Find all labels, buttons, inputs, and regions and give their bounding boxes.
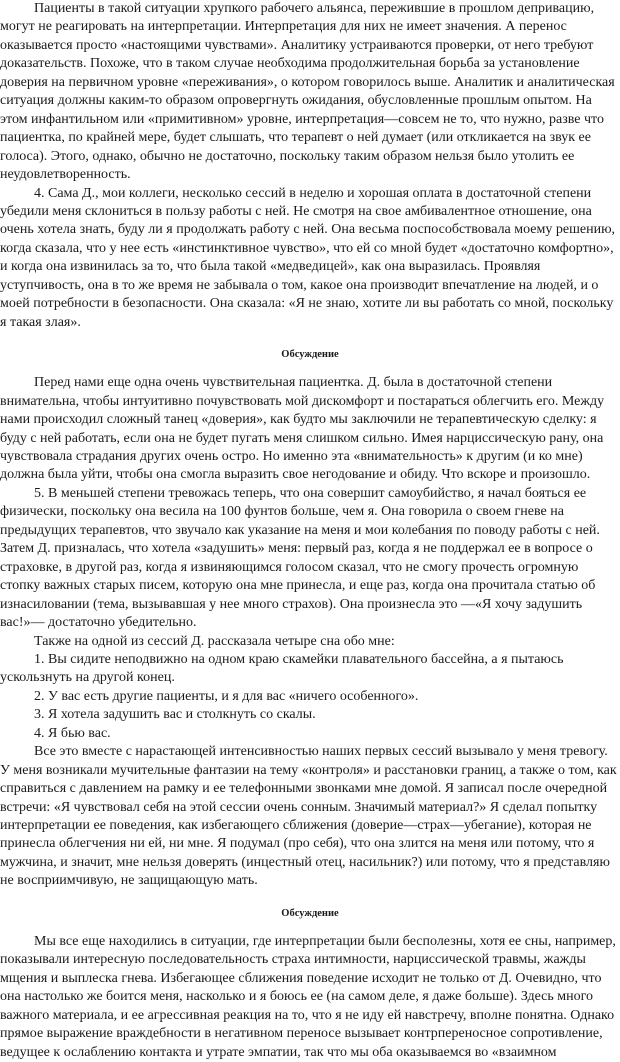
text-line: неудовлетворенность. bbox=[0, 167, 131, 183]
text-line: мщения и выплеска гнева. Избегающее сближения поведение исходит не только от Д. Очевидно, что bbox=[0, 970, 602, 986]
text-line: мужчина, и значит, мне нельзя доверять (инцестный отец, насильник?) или потому, что я представляю bbox=[0, 854, 610, 870]
text-line: ускользнуть на другой конец. bbox=[0, 670, 175, 686]
paragraph bbox=[0, 706, 620, 724]
paragraph bbox=[0, 633, 620, 651]
paragraph bbox=[0, 185, 620, 333]
text-line: нами происходил сложный танец «доверия», как будто мы заключили не терапевтическую сделку: я bbox=[0, 412, 597, 428]
text-line: могут не реагировать на интерпретации. Интерпретация для них не имеет значения. А перенос bbox=[0, 19, 567, 35]
text-line: ведущее к ослаблению контакта и утрате эмпатии, так что мы оба оказываемся во «взаимном bbox=[0, 1044, 557, 1060]
section-heading bbox=[0, 905, 620, 923]
paragraph bbox=[0, 743, 620, 891]
text-line: убедили меня склониться в пользу работы с ней. Не смотря на свое амбивалентное отношение, она bbox=[0, 203, 592, 219]
text-line: очень хотела знать, буду ли я продолжать работу с ней. Она весьма поспособствовала моему решению, bbox=[0, 222, 616, 238]
text-line: изнасиловании (тема, вызывавшая у нее много страхов). Она произнесла это —«Я хочу задушить bbox=[0, 596, 583, 612]
text-line: оказывается просто «настоящими чувствами». Аналитику устраиваются проверки, от него требуют bbox=[0, 37, 594, 53]
text-line: встречи: «Я чувствовал себя на этой сессии очень сонным. Значимый материал?» Я сделал попытку bbox=[0, 799, 598, 815]
text-line: 2. У вас есть другие пациенты, и я для вас «ничего особенного». bbox=[34, 688, 419, 704]
text-line: показывали интересную последовательность страха интимности, нарциссической травмы, жажды bbox=[0, 952, 586, 968]
text-line: этом инфантильном или «примитивном» уровне, интерпретация—совсем не то, что нужно, разве что bbox=[0, 111, 604, 127]
text-line: я такая злая». bbox=[0, 314, 81, 330]
text-line: 4. Я бью вас. bbox=[34, 725, 111, 741]
text-line: прямое выражение враждебности в негативном переносе вызывает контрпереносное сопротивление, bbox=[0, 1026, 603, 1042]
text-line: внимательна, чтобы интуитивно почувствовать мой дискомфорт и постараться облегчить его. Между bbox=[0, 393, 605, 409]
text-line: пациентка, по крайней мере, будет слышать, что терапевт о ней думает (или откликается на звук ее bbox=[0, 130, 591, 146]
text-line: чувствовала страдания других очень остро. Но именно эта «внимательность» к другим (и ко мне) bbox=[0, 448, 583, 464]
paragraph bbox=[0, 0, 620, 185]
text-line: Перед нами еще одна очень чувствительная пациентка. Д. была в достаточной степени bbox=[34, 375, 553, 391]
paragraph bbox=[0, 651, 620, 688]
text-line: она настолько же боится меня, насколько и я боюсь ее (на самом деле, я даже больше). Здесь много bbox=[0, 989, 594, 1005]
text-line: важного материала, и ее агрессивная реакция на то, что я не иду ей навстречу, вполне понятна. Однако bbox=[0, 1007, 615, 1023]
text-line: ситуация должны каким-то образом опровергнуть ожидания, обусловленные прошлым опытом. На bbox=[0, 93, 592, 109]
text-line: физически, поскольку она весила на 100 фунтов больше, чем я. Она говорила о своем гневе на bbox=[0, 504, 564, 520]
paragraph bbox=[0, 374, 620, 485]
text-line: моей потребности в безопасности. Она сказала: «Я не знаю, хотите ли вы работать со мной, поскольку bbox=[0, 296, 614, 312]
text-line: Мы все еще находились в ситуации, где интерпретации были бесполезны, хотя ее сны, например, bbox=[34, 933, 616, 949]
text-line: буду с ней работать, если она не будет пугать меня слишком сильно. Имея нарциссическую рану, она bbox=[0, 430, 604, 446]
text-line: 5. В меньшей степени тревожась теперь, что она совершит самоубийство, я начал бояться ее bbox=[34, 485, 587, 501]
text-line: принесла облегчения ни ей, ни мне. Я подумал (про себя), что она злится на меня или потому, что я bbox=[0, 836, 595, 852]
text-line: Затем Д. призналась, что хотела «задушить» меня: первый раз, когда я не поддержал ее в вопросе о bbox=[0, 541, 593, 557]
text-line: Также на одной из сессий Д. рассказала четыре сна обо мне: bbox=[34, 633, 395, 649]
section-heading bbox=[0, 346, 620, 364]
text-line: уступчивость, она в то же время не забывала о том, какое она производит впечатление на людей, и о bbox=[0, 277, 599, 293]
paragraph bbox=[0, 725, 620, 743]
text-line: стопку важных старых писем, которую она мне принесла, и еще раз, когда она прочитала статью об bbox=[0, 578, 596, 594]
text-line: справиться с давлением на рамку и ее телефонными звонками мне домой. Я записал после очередной bbox=[0, 781, 608, 797]
text-line: Все это вместе с нарастающей интенсивностью наших первых сессий вызывало у меня тревогу. bbox=[34, 744, 608, 760]
text-line: когда сказала, что у нее есть «инстинктивное чувство», что ей со мной будет «достаточно комфортно», bbox=[0, 240, 614, 256]
text-line: и когда она извинилась за то, что была такой «медведицей», как она выразилась. Проявляя bbox=[0, 259, 541, 275]
text-line: У меня возникали мучительные фантазии на тему «контроля» и расстановки границ, а также о том, как bbox=[0, 762, 617, 778]
text-line: 4. Сама Д., мои коллеги, несколько сессий в неделю и хорошая оплата в достаточной степени bbox=[34, 185, 592, 201]
text-line: доказательств. Похоже, что в таком случае необходима продолжительная борьба за установление bbox=[0, 56, 580, 72]
text-line: предыдущих терапевтов, что звучало как указание на меня и мои колебания по поводу работы с ней. bbox=[0, 522, 600, 538]
text-line: доверия на первичном уровне «переживания», о котором говорилось выше. Аналитик и аналитическая bbox=[0, 74, 615, 90]
text-line: голоса). Этого, однако, обычно не достаточно, поскольку таким образом нельзя было утолить ее bbox=[0, 148, 575, 164]
text-line: Пациенты в такой ситуации хрупкого рабочего альянса, пережившие в прошлом депривацию, bbox=[34, 1, 595, 16]
heading-text: Обсуждение bbox=[281, 907, 339, 919]
text-line: 1. Вы сидите неподвижно на одном краю скамейки плавательного бассейна, а я пытаюсь bbox=[34, 651, 564, 667]
paragraph bbox=[0, 688, 620, 706]
text-line: интерпретации ее поведения, как избегающего сближения (доверие—страх—убегание), которая не bbox=[0, 818, 592, 834]
text-line: 3. Я хотела задушить вас и столкнуть со скалы. bbox=[34, 707, 316, 723]
text-line: страховке, в другой раз, когда я извиняющимся голосом сказал, что не смогу прочесть огромную bbox=[0, 559, 579, 575]
paragraph bbox=[0, 485, 620, 633]
heading-text: Обсуждение bbox=[281, 349, 339, 361]
paragraph bbox=[0, 933, 620, 1062]
text-line: должна была уйти, чтобы она смогла выразить свое негодование и обиду. Что вскоре и произошло. bbox=[0, 467, 591, 483]
text-line: вас!»— достаточно убедительно. bbox=[0, 615, 197, 631]
text-line: не восприимчивую, не защищающую мать. bbox=[0, 873, 258, 889]
